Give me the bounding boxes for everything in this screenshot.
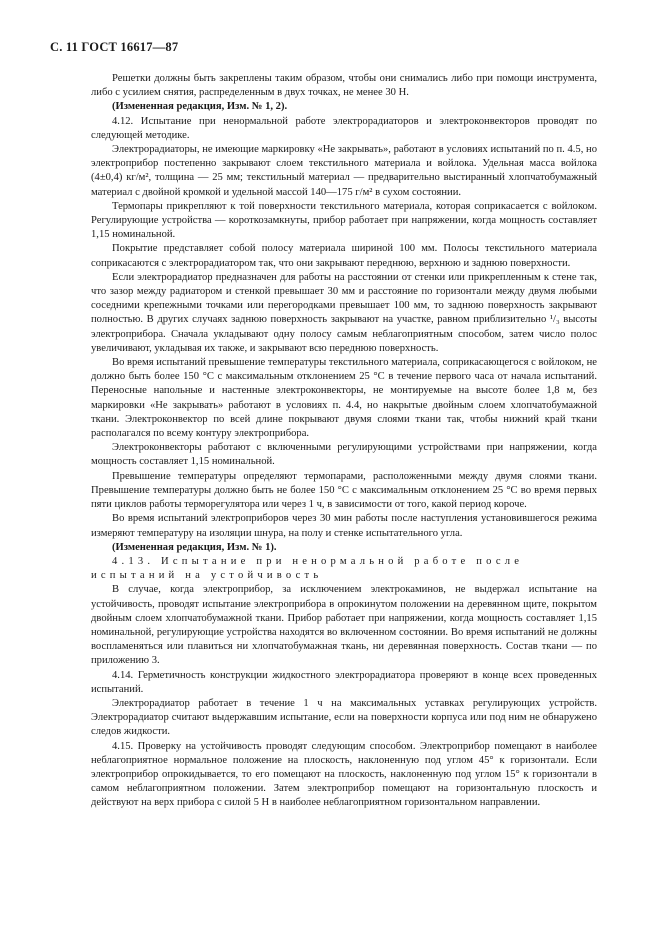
paragraph: Электрорадиаторы, не имеющие маркировку «Не закрывать», работают в условиях испытаний по п. 4.5, но электроприбор постепенно закрывают слоем текстильного материала и войлока. Удельная масса войлока (4±0,4) кг/м², толщина — 25 мм; текстильный материал — предварительно выстиранный хлопчатобумажный материал с двойной кромкой и удельной массой 140—175 г/м² в сухом состоянии.: [91, 144, 597, 198]
paragraph: Термопары прикрепляют к той поверхности текстильного материала, которая соприкасается с войлоком. Регулирующие устройства — короткозамкнуты, прибор работает при напряжении, когда мощность составляет 1,15 номинальной.: [91, 200, 597, 241]
paragraph: Электроконвекторы работают с включенными регулирующими устройствами при напряжении, когда мощность составляет 1,15 номинальной.: [91, 442, 597, 468]
section-4-15: 4.15. Проверку на устойчивость проводят следующим способом. Электроприбор помещают в наиболее неблагоприятное нормальное положение на плоскость, наклоненную под углом 45° к горизонтали. Если электроприбор опрокидывается, то его помещают на плоскость, наклоненную под углом 15° к горизонтали в самом неблагоприятном положении. Затем электроприбор помещают на горизонтальную плоскость и действуют на верх прибора с силой 5 Н в наиболее неблагоприятном горизонтальном направлении.: [91, 740, 597, 809]
section-4-12: 4.12. Испытание при ненормальной работе электрорадиаторов и электроконвекторов проводят по следующей методике.: [91, 115, 597, 141]
section-4-13-heading: 4.13. Испытание при ненормальной работе после испытаний на устойчивость: [91, 555, 524, 582]
paragraph: Электрорадиатор работает в течение 1 ч на максимальных уставках регулирующих устройств. Электрорадиатор считают выдержавшим испытание, если на поверхности корпуса или под ним не обнаружено следов жидкости.: [91, 697, 597, 738]
amendment-note: (Измененная редакция, Изм. № 1).: [112, 541, 277, 553]
section-4-14: 4.14. Герметичность конструкции жидкостного электрорадиатора проверяют в конце всех проведенных испытаний.: [91, 669, 597, 695]
paragraph: Решетки должны быть закреплены таким образом, чтобы они снимались либо при помощи инструмента, либо с усилием снятия, распределенным в двух точках, не менее 30 Н.: [91, 73, 597, 99]
paragraph: Превышение температуры определяют термопарами, расположенными между двумя слоями ткани. Превышение температуры должно быть не более 150 °С с максимальным отклонением 25 °С во время первых пяти циклов работы терморегулятора или через 1 ч, в зависимости от того, какой период короче.: [91, 470, 597, 511]
paragraph: В случае, когда электроприбор, за исключением электрокаминов, не выдержал испытание на устойчивость, проводят испытание электроприбора в опрокинутом положении на деревянном щите, покрытом двойным слоем хлопчатобумажной ткани. Прибор работает при напряжении, когда мощность составляет 1,15 номинальной, регулирующие устройства находятся во включенном состоянии. Во время испытаний не должны воспламеняться или плавиться ни хлопчатобумажная ткань, ни деревянная поверхность. Состав ткани — по приложению 3.: [91, 584, 597, 667]
amendment-note: (Измененная редакция, Изм. № 1, 2).: [112, 101, 288, 113]
paragraph: Если электрорадиатор предназначен для работы на расстоянии от стенки или прикрепленным к стене так, что зазор между радиатором и стенкой превышает 30 мм и расстояние по горизонтали между двумя любыми соседними крепежными точками или перегородками превышает 100 мм, то заднюю поверхность закрывают полностью. В других случаях заднюю поверхность закрывают на участке, равном приблизительно ¹/₃ высоты электроприбора. Сначала укладывают одну полосу самым неблагоприятным способом, затем число полос увеличивают, укладывая их также, и закрывают всю переднюю поверхность.: [91, 271, 597, 354]
paragraph: Во время испытаний электроприборов через 30 мин работы после наступления установившегося режима измеряют температуру на изоляции шнура, на полу и стенке испытательного угла.: [91, 513, 597, 539]
page-header: С. 11 ГОСТ 16617—87: [50, 40, 179, 54]
paragraph: Во время испытаний превышение температуры текстильного материала, соприкасающегося с войлоком, не должно быть более 150 °С с максимальным отклонением 25 °С в течение первого часа от начала испытаний. Переносные напольные и настенные электроконвекторы, не монтируемые на высоте более 1,8 м, без маркировки «Не закрывать» работают в условиях п. 4.4, но накрытые двойным слоем хлопчатобумажной ткани. Электроконвектор по всей длине покрывают двумя слоями ткани так, чтобы нижний край ткани располагался по всему контуру электроприбора.: [91, 357, 597, 440]
paragraph: Покрытие представляет собой полосу материала шириной 100 мм. Полосы текстильного материала соприкасаются с электрорадиатором так, что они закрывают переднюю, верхнюю и заднюю поверхности.: [91, 243, 597, 269]
document-body: [91, 72, 597, 811]
